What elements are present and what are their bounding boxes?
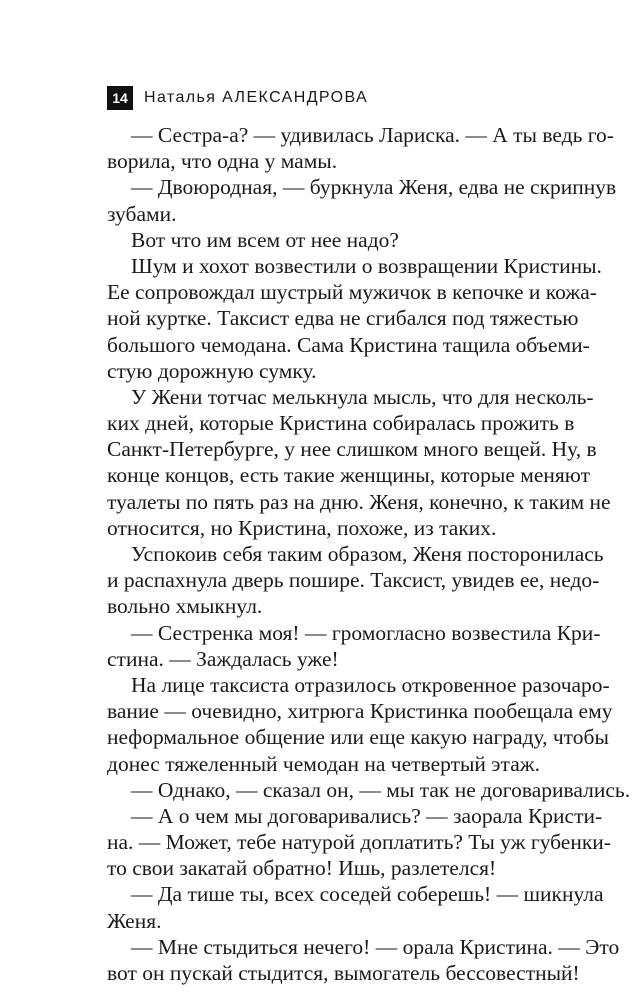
- text-line: — Мне стыдиться нечего! — орала Кристина. — Это: [131, 934, 620, 959]
- text-line: Шум и хохот возвестили о возвращении Кристины.: [131, 253, 602, 278]
- text-line: вание — очевидно, хитрюга Кристинка пообещала ему: [107, 699, 613, 724]
- text-line: неформальное общение или еще какую награду, чтобы: [107, 725, 609, 750]
- text-line: и распахнула дверь пошире. Таксист, увидев ее, недо-: [107, 568, 600, 593]
- text-line: Успокоив себя таким образом, Женя посторонилась: [131, 542, 604, 566]
- text-line: большого чемодана. Сама Кристина тащила объеми-: [107, 332, 590, 357]
- text-line: то свои закатай обратно! Ишь, разлетелся!: [107, 856, 497, 881]
- text-line: Вот что им всем от нее надо?: [131, 227, 399, 252]
- text-line: стина. — Заждалась уже!: [107, 646, 339, 671]
- text-line: туалеты по пять раз на дню. Женя, конечно, к таким не: [107, 489, 611, 514]
- text-line: стую дорожную сумку.: [107, 358, 317, 383]
- text-line: ких дней, которые Кристина собиралась прожить в: [107, 411, 575, 436]
- page-number: 14: [107, 86, 133, 110]
- text-line: вот он пускай стыдится, вымогатель бессовестный!: [107, 961, 580, 985]
- text-line: ной куртке. Таксист едва не сгибался под тяжестью: [107, 306, 579, 331]
- text-line: Женя.: [107, 908, 162, 933]
- text-line: зубами.: [107, 201, 177, 226]
- text-line: — Сестра-а? — удивилась Лариска. — А ты ведь го-: [131, 123, 614, 147]
- text-line: вольно хмыкнул.: [107, 594, 263, 619]
- text-line: — Сестренка моя! — громогласно возвестила Кри-: [131, 620, 601, 645]
- body-text: [107, 122, 631, 986]
- text-line: донес тяжеленный чемодан на четвертый этаж.: [107, 751, 540, 776]
- text-line: конце концов, есть такие женщины, которые меняют: [107, 463, 590, 488]
- text-line: На лице таксиста отразилось откровенное разочаро-: [131, 672, 610, 697]
- text-line: У Жени тотчас мелькнула мысль, что для несколь-: [131, 384, 594, 409]
- text-line: относится, но Кристина, похоже, из таких.: [107, 515, 497, 540]
- text-line: — Однако, — сказал он, — мы так не договаривались.: [131, 777, 631, 802]
- text-line: — Да тише ты, всех соседей соберешь! — шикнула: [131, 882, 604, 907]
- text-line: Санкт-Петербурге, у нее слишком много вещей. Ну, в: [107, 437, 597, 462]
- text-line: на. — Может, тебе натурой доплатить? Ты уж губенки-: [107, 830, 611, 855]
- text-line: ворила, что одна у мамы.: [107, 149, 338, 174]
- text-line: Ее сопровождал шустрый мужичок в кепочке и кожа-: [107, 280, 597, 305]
- text-line: — А о чем мы договаривались? — заорала Кристи-: [131, 803, 603, 828]
- text-line: — Двоюродная, — буркнула Женя, едва не скрипнув: [131, 175, 617, 200]
- running-header: [107, 86, 368, 110]
- running-head-author: Наталья АЛЕКСАНДРОВА: [144, 89, 369, 106]
